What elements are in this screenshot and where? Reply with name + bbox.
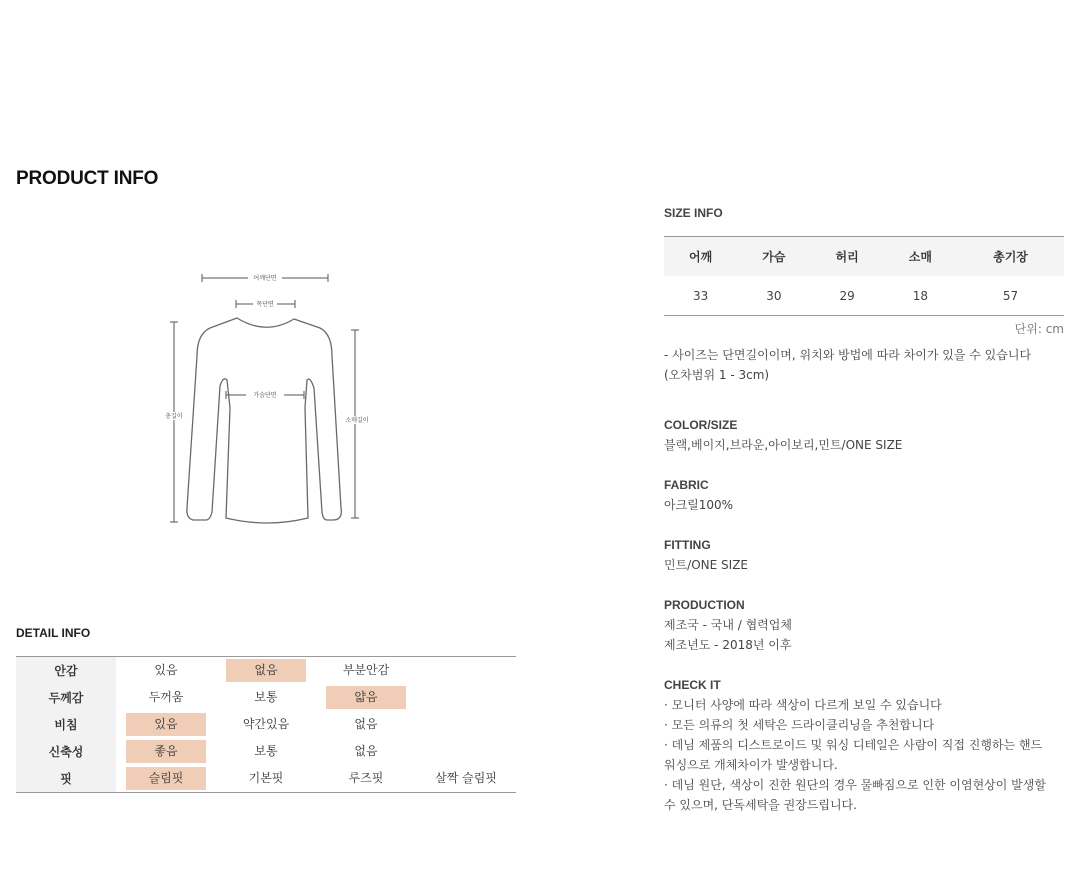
- shoulder-label: 어깨단면: [253, 275, 277, 282]
- garment-diagram: [150, 268, 390, 533]
- fabric-body: 아크릴100%: [664, 498, 734, 512]
- check-it-line: · 데님 제품의 디스트로이드 및 워싱 디테일은 사람이 직접 진행하는 핸드: [664, 738, 1043, 752]
- detail-option: 살짝 슬림핏: [435, 771, 497, 785]
- detail-row-label: 두께감: [16, 684, 116, 711]
- detail-option-cell: [116, 765, 216, 793]
- fitting-body: 민트/ONE SIZE: [664, 558, 749, 572]
- detail-option: [426, 658, 506, 681]
- detail-option-selected: 슬림핏: [126, 767, 206, 790]
- size-value: 57: [957, 277, 1064, 316]
- check-it-line: · 모든 의류의 첫 세탁은 드라이클리닝을 추천합니다: [664, 718, 935, 732]
- detail-option-cell: [416, 765, 516, 793]
- size-value: 33: [664, 277, 737, 316]
- size-header: 어깨: [664, 237, 737, 277]
- detail-option: 루즈핏: [348, 771, 384, 785]
- detail-row-label: 신축성: [16, 738, 116, 765]
- detail-row-label: 핏: [16, 765, 116, 793]
- detail-row-label: 안감: [16, 657, 116, 685]
- detail-row: [16, 684, 516, 711]
- detail-option-cell: [316, 738, 416, 765]
- detail-option: 없음: [354, 717, 378, 731]
- detail-option-cell: [216, 711, 316, 738]
- detail-option-cell: [216, 738, 316, 765]
- size-header: 총기장: [957, 237, 1064, 277]
- check-it-line: 워싱으로 개체차이가 발생합니다.: [664, 758, 838, 772]
- size-value: 30: [737, 277, 810, 316]
- detail-option-cell: [116, 657, 216, 685]
- detail-option: [426, 739, 506, 762]
- chest-label: 가슴단면: [253, 392, 277, 399]
- size-header: 가슴: [737, 237, 810, 277]
- detail-option-cell: [216, 657, 316, 685]
- size-table: [664, 236, 1064, 316]
- detail-row-label: 비침: [16, 711, 116, 738]
- detail-option-selected: 좋음: [126, 740, 206, 763]
- total-length-label: 총길이: [165, 413, 183, 420]
- detail-option-selected: 얇음: [326, 686, 406, 709]
- detail-row: [16, 765, 516, 793]
- detail-option-cell: [116, 738, 216, 765]
- size-note-2: (오차범위 1 - 3cm): [664, 368, 770, 382]
- detail-option: 기본핏: [248, 771, 284, 785]
- neck-label: 목단면: [256, 301, 274, 308]
- detail-option-cell: [216, 684, 316, 711]
- page-title: PRODUCT INFO: [16, 168, 159, 189]
- detail-option: 없음: [354, 744, 378, 758]
- detail-option-selected: 없음: [226, 659, 306, 682]
- detail-option-cell: [316, 765, 416, 793]
- size-header: 소매: [884, 237, 957, 277]
- detail-info-table: [16, 656, 516, 793]
- check-it-line: · 데님 원단, 색상이 진한 원단의 경우 물빠짐으로 인한 이염현상이 발생할: [664, 778, 1046, 792]
- detail-option-cell: [316, 657, 416, 685]
- production-title: PRODUCTION: [664, 598, 745, 612]
- detail-option-cell: [416, 684, 516, 711]
- detail-option-cell: [416, 711, 516, 738]
- size-value: 18: [884, 277, 957, 316]
- fitting-title: FITTING: [664, 538, 711, 552]
- size-note-1: - 사이즈는 단면길이이며, 위치와 방법에 따라 차이가 있을 수 있습니다: [664, 348, 1032, 362]
- production-line-2: 제조년도 - 2018년 이후: [664, 638, 792, 652]
- detail-option-cell: [116, 711, 216, 738]
- fabric-title: FABRIC: [664, 478, 709, 492]
- detail-row: [16, 738, 516, 765]
- detail-option: 약간있음: [242, 717, 290, 731]
- size-unit: 단위: cm: [1014, 322, 1064, 336]
- size-header: 허리: [811, 237, 884, 277]
- color-size-body: 블랙,베이지,브라운,아이보리,민트/ONE SIZE: [664, 438, 903, 452]
- detail-option-cell: [216, 765, 316, 793]
- detail-option: 있음: [154, 663, 178, 677]
- size-value: 29: [811, 277, 884, 316]
- detail-option: 보통: [254, 690, 278, 704]
- detail-option: 두꺼움: [148, 690, 184, 704]
- detail-info-title: DETAIL INFO: [16, 626, 91, 640]
- detail-option: 보통: [254, 744, 278, 758]
- check-it-line: · 모니터 사양에 따라 색상이 다르게 보일 수 있습니다: [664, 698, 942, 712]
- detail-option-cell: [416, 657, 516, 685]
- detail-row: [16, 711, 516, 738]
- detail-option: [426, 712, 506, 735]
- detail-option-cell: [416, 738, 516, 765]
- color-size-title: COLOR/SIZE: [664, 418, 738, 432]
- detail-option-selected: 있음: [126, 713, 206, 736]
- size-info-title: SIZE INFO: [664, 206, 723, 220]
- production-line-1: 제조국 - 국내 / 협력업체: [664, 618, 792, 632]
- detail-option: [426, 685, 506, 708]
- detail-option-cell: [116, 684, 216, 711]
- check-it-line: 수 있으며, 단독세탁을 권장드립니다.: [664, 798, 857, 812]
- check-it-title: CHECK IT: [664, 678, 721, 692]
- detail-option: 부분안감: [342, 663, 390, 677]
- sleeve-length-label: 소매길이: [345, 417, 369, 424]
- detail-option-cell: [316, 684, 416, 711]
- detail-row: [16, 657, 516, 685]
- detail-option-cell: [316, 711, 416, 738]
